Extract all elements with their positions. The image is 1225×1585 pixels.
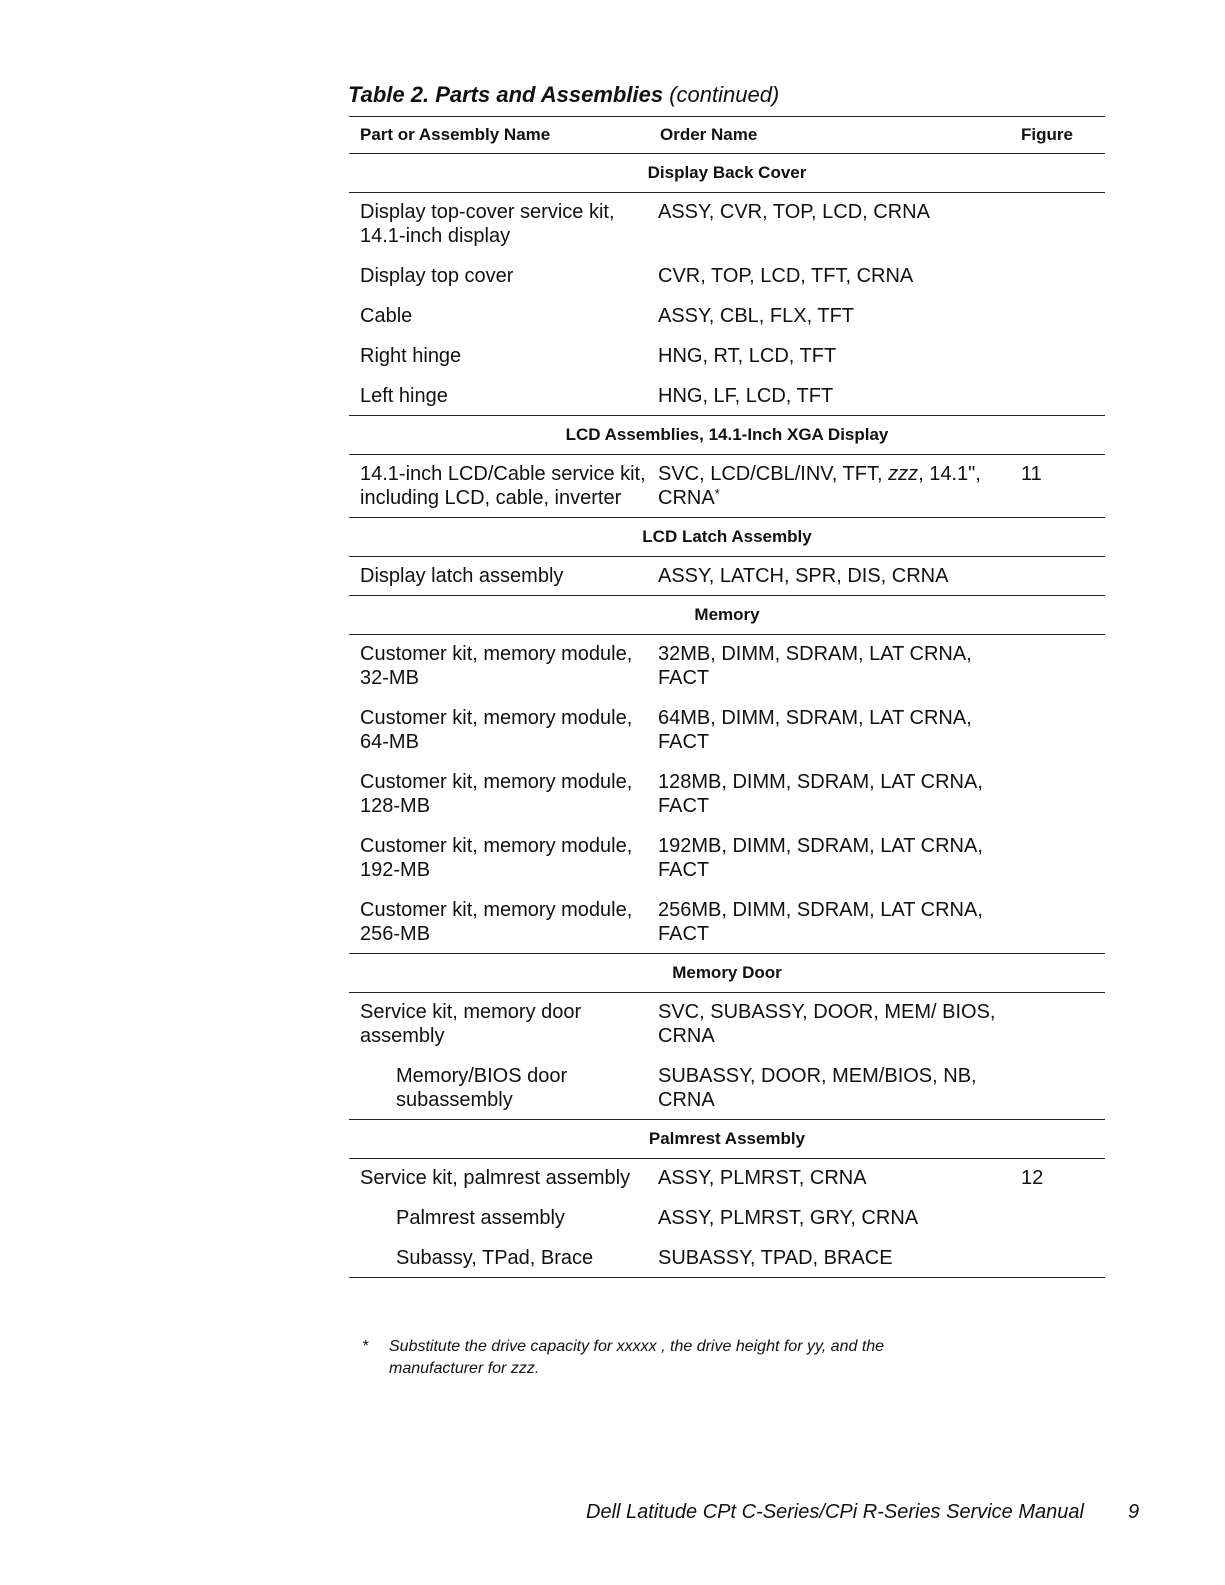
table-row <box>349 193 1105 257</box>
caption-title: Table 2. Parts and Assemblies <box>348 82 664 107</box>
figure-ref <box>1009 1238 1105 1278</box>
table-row <box>349 993 1105 1057</box>
part-name: 14.1-inch LCD/Cable service kit, including LCD, cable, inverter <box>360 463 646 509</box>
page-number: 9 <box>1128 1501 1140 1523</box>
order-name: ASSY, CVR, TOP, LCD, CRNA <box>658 201 930 223</box>
section-row <box>349 518 1105 557</box>
order-text-post: , 14.1", CRNA <box>658 463 981 509</box>
part-name: Service kit, memory door assembly <box>360 1001 582 1047</box>
part-name: Display top cover <box>360 265 514 287</box>
order-name: 32MB, DIMM, SDRAM, LAT CRNA, FACT <box>658 643 972 689</box>
part-name: Cable <box>360 305 413 327</box>
part-name: Customer kit, memory module, 192-MB <box>360 835 633 881</box>
table-row <box>349 296 1105 336</box>
table-row <box>349 455 1105 518</box>
table-footnote <box>362 1336 982 1380</box>
parts-table <box>349 116 1105 1278</box>
order-name: SVC, SUBASSY, DOOR, MEM/ BIOS, CRNA <box>658 1001 996 1047</box>
caption-continued: (continued) <box>669 82 780 107</box>
table-row <box>349 635 1105 699</box>
section-title: Display Back Cover <box>349 154 1105 193</box>
table-row <box>349 762 1105 826</box>
page-footer-title: Dell Latitude CPt C-Series/CPi R-Series Service Manual <box>586 1501 1084 1523</box>
table-row <box>349 376 1105 416</box>
figure-ref <box>1009 890 1105 954</box>
figure-ref <box>1009 1198 1105 1238</box>
order-name: 192MB, DIMM, SDRAM, LAT CRNA, FACT <box>658 835 983 881</box>
section-title: Palmrest Assembly <box>349 1120 1105 1159</box>
part-name: Memory/BIOS door subassembly <box>396 1065 568 1111</box>
part-name: Display top-cover service kit, 14.1-inch display <box>360 201 615 247</box>
table-row <box>349 256 1105 296</box>
order-name: ASSY, PLMRST, CRNA <box>658 1167 867 1189</box>
header-order: Order Name <box>649 117 1009 154</box>
section-title: Memory Door <box>349 954 1105 993</box>
table-row <box>349 826 1105 890</box>
figure-ref: 11 <box>1021 463 1042 485</box>
section-row <box>349 416 1105 455</box>
table-row <box>349 890 1105 954</box>
order-name: ASSY, PLMRST, GRY, CRNA <box>658 1207 919 1229</box>
figure-ref <box>1009 698 1105 762</box>
order-name: ASSY, CBL, FLX, TFT <box>658 305 854 327</box>
order-name: 64MB, DIMM, SDRAM, LAT CRNA, FACT <box>658 707 972 753</box>
table-row <box>349 336 1105 376</box>
section-row <box>349 596 1105 635</box>
figure-ref <box>1009 296 1105 336</box>
figure-ref: 12 <box>1021 1167 1044 1189</box>
part-name: Customer kit, memory module, 128-MB <box>360 771 633 817</box>
footnote-text: Substitute the drive capacity for xxxxx , the drive height for yy, and the manufacturer for zzz. <box>389 1338 885 1377</box>
table-bottom-border <box>349 1278 1105 1279</box>
figure-ref <box>1009 635 1105 699</box>
table-row <box>349 1198 1105 1238</box>
table-row <box>349 1159 1105 1199</box>
order-name: SUBASSY, TPAD, BRACE <box>658 1247 893 1269</box>
figure-ref <box>1009 256 1105 296</box>
table-row <box>349 1056 1105 1120</box>
table-header-row <box>349 117 1105 154</box>
order-name: 256MB, DIMM, SDRAM, LAT CRNA, FACT <box>658 899 983 945</box>
part-name: Customer kit, memory module, 32-MB <box>360 643 633 689</box>
table-caption <box>348 80 779 110</box>
table-row <box>349 1238 1105 1278</box>
section-title: LCD Latch Assembly <box>349 518 1105 557</box>
table-row <box>349 557 1105 596</box>
part-name: Left hinge <box>360 385 448 407</box>
order-name: CVR, TOP, LCD, TFT, CRNA <box>658 265 914 287</box>
order-text-zzz: zzz <box>888 463 919 485</box>
section-row <box>349 1120 1105 1159</box>
figure-ref <box>1009 993 1105 1057</box>
footnote-marker: * <box>714 486 720 501</box>
part-name: Subassy, TPad, Brace <box>396 1247 594 1269</box>
part-name: Display latch assembly <box>360 565 564 587</box>
order-name: HNG, RT, LCD, TFT <box>658 345 837 367</box>
order-name: HNG, LF, LCD, TFT <box>658 385 834 407</box>
figure-ref <box>1009 193 1105 257</box>
footnote-mark: * <box>362 1338 369 1355</box>
header-part: Part or Assembly Name <box>349 117 649 154</box>
order-name: ASSY, LATCH, SPR, DIS, CRNA <box>658 565 949 587</box>
part-name: Service kit, palmrest assembly <box>360 1167 631 1189</box>
figure-ref <box>1009 376 1105 416</box>
figure-ref <box>1009 557 1105 596</box>
table-row <box>349 698 1105 762</box>
order-name: 128MB, DIMM, SDRAM, LAT CRNA, FACT <box>658 771 983 817</box>
order-text-pre: SVC, LCD/CBL/INV, TFT, <box>658 463 889 485</box>
order-name: SUBASSY, DOOR, MEM/BIOS, NB, CRNA <box>658 1065 977 1111</box>
figure-ref <box>1009 1056 1105 1120</box>
order-name <box>649 455 1009 518</box>
part-name: Customer kit, memory module, 64-MB <box>360 707 633 753</box>
part-name: Customer kit, memory module, 256-MB <box>360 899 633 945</box>
table-end-rule <box>349 1278 1105 1279</box>
section-row <box>349 954 1105 993</box>
section-row <box>349 154 1105 193</box>
section-title: LCD Assemblies, 14.1-Inch XGA Display <box>349 416 1105 455</box>
part-name: Palmrest assembly <box>396 1207 565 1229</box>
part-name: Right hinge <box>360 345 462 367</box>
figure-ref <box>1009 336 1105 376</box>
section-title: Memory <box>349 596 1105 635</box>
figure-ref <box>1009 826 1105 890</box>
figure-ref <box>1009 762 1105 826</box>
header-figure: Figure <box>1009 117 1105 154</box>
